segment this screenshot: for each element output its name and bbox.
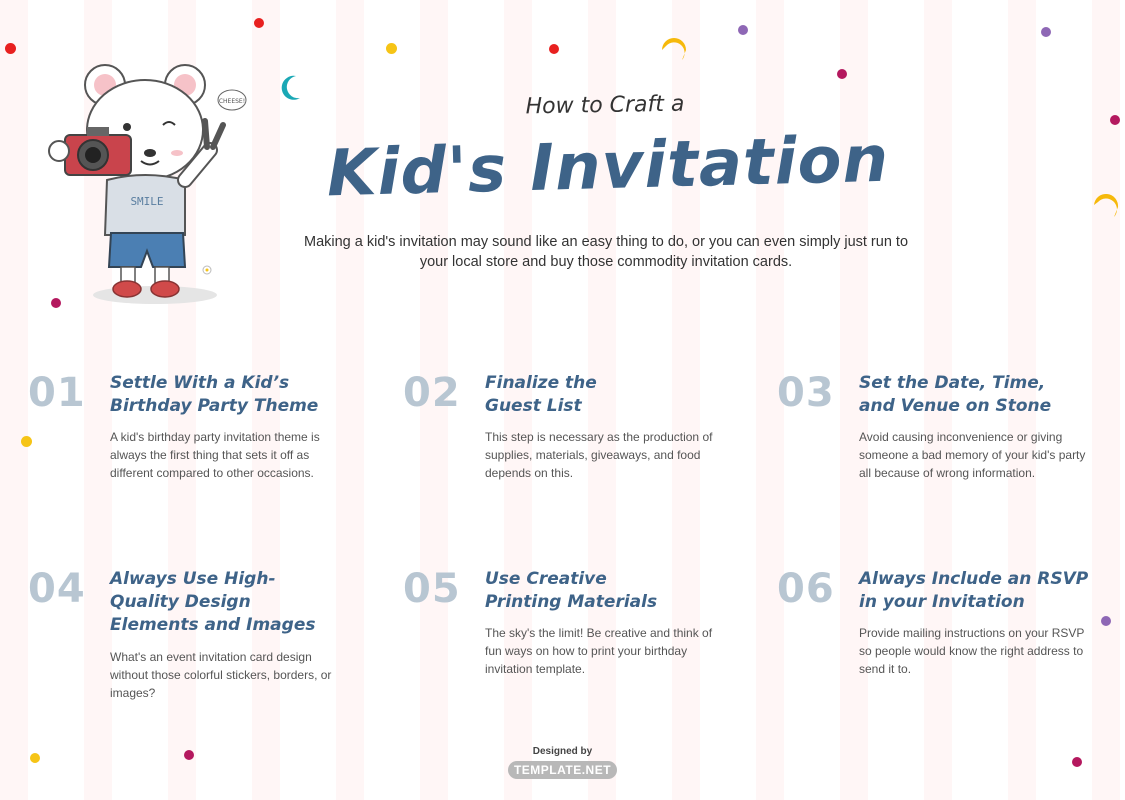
confetti-dot (1110, 115, 1120, 125)
confetti-dot (1072, 757, 1082, 767)
step-text: A kid's birthday party invitation theme is always the first thing that sets it off as different compared to other occasions. (110, 430, 320, 480)
intro-text: Making a kid's invitation may sound like an easy thing to do, or you can even simply just run to your local store and buy those commodity invitation cards. (303, 234, 909, 270)
bear-camera-illustration (45, 55, 255, 310)
step-1 (28, 370, 368, 510)
step-title: Settle With a Kid’s Birthday Party Theme (110, 373, 319, 416)
step-title: Finalize the Guest List (485, 373, 597, 416)
designed-by-label: Designed by (532, 746, 593, 757)
step-number: 06 (777, 566, 835, 612)
step-3 (777, 370, 1117, 510)
crescent-confetti (660, 36, 688, 62)
step-text: Avoid causing inconvenience or giving someone a bad memory of your kid's party all because of wrong information. (859, 430, 1086, 480)
footer-credit (500, 746, 625, 779)
step-title: Always Use High-Quality Design Elements and Images (110, 569, 316, 635)
speech-bubble-text: CHEESE! (218, 98, 246, 105)
step-5 (403, 566, 743, 706)
step-number: 02 (403, 370, 461, 416)
confetti-dot (1041, 27, 1051, 37)
step-title: Always Include an RSVP in your Invitation (859, 569, 1089, 612)
step-text: The sky's the limit! Be creative and think of fun ways on how to print your birthday invitation template. (485, 626, 713, 676)
confetti-dot (837, 69, 847, 79)
confetti-dot (5, 43, 16, 54)
step-number: 03 (777, 370, 835, 416)
step-4 (28, 566, 368, 706)
step-number: 04 (28, 566, 86, 612)
crescent-confetti (1092, 193, 1120, 219)
page-subtitle: How to Craft a (525, 91, 685, 120)
page-title: Kid's Invitation (326, 122, 890, 212)
step-6 (777, 566, 1117, 706)
confetti-dot (549, 44, 559, 54)
step-2 (403, 370, 743, 510)
confetti-dot (30, 753, 40, 763)
confetti-dot (184, 750, 194, 760)
brand-logo[interactable]: TEMPLATE.NET (508, 761, 617, 779)
step-text: This step is necessary as the production of supplies, materials, giveaways, and food depends on this. (485, 430, 713, 480)
step-text: Provide mailing instructions on your RSVP so people would know the right address to send it to. (859, 626, 1085, 676)
confetti-dot (386, 43, 397, 54)
step-number: 05 (403, 566, 461, 612)
step-title: Set the Date, Time, and Venue on Stone (859, 373, 1052, 416)
confetti-dot (254, 18, 264, 28)
step-text: What's an event invitation card design without those colorful stickers, borders, or images? (110, 650, 332, 700)
step-number: 01 (28, 370, 86, 416)
confetti-dot (738, 25, 748, 35)
shirt-text: SMILE (130, 195, 164, 208)
step-title: Use Creative Printing Materials (485, 569, 658, 612)
